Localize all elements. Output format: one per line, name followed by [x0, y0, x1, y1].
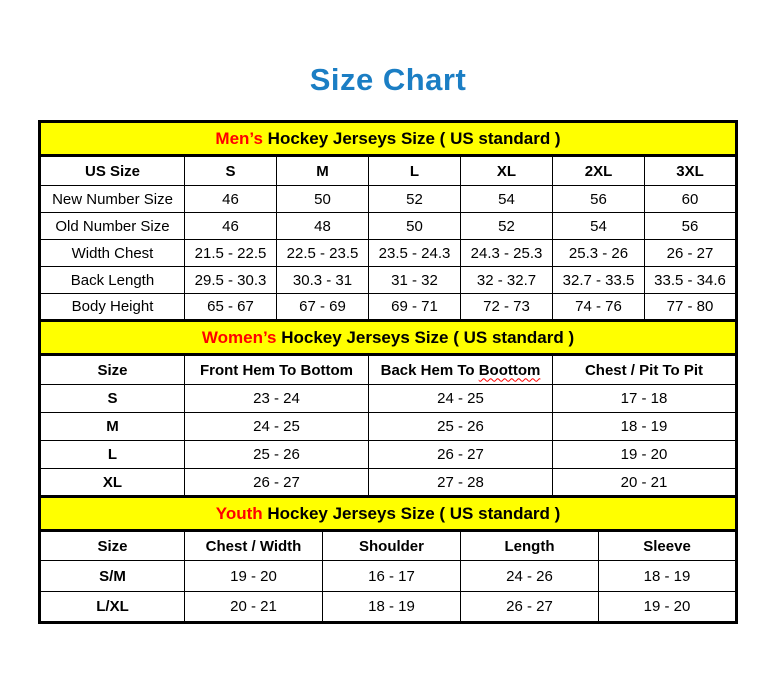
cell: 24.3 - 25.3 [461, 240, 553, 267]
cell: 22.5 - 23.5 [277, 240, 369, 267]
cell: 19 - 20 [185, 561, 323, 592]
womens-header-row [40, 355, 737, 385]
cell: 18 - 19 [599, 561, 737, 592]
row-label: New Number Size [40, 186, 185, 213]
table-row [40, 441, 737, 469]
cell: 56 [553, 186, 645, 213]
cell: 20 - 21 [185, 592, 323, 623]
table-row [40, 267, 737, 294]
cell: 26 - 27 [185, 469, 369, 497]
table-row [40, 385, 737, 413]
mens-section-title-rest: Hockey Jerseys Size ( US standard ) [262, 128, 561, 148]
table-row [40, 213, 737, 240]
cell: 74 - 76 [553, 294, 645, 321]
column-header: 3XL [645, 156, 737, 186]
cell: 25 - 26 [369, 413, 553, 441]
youth-section-highlight: Youth [215, 503, 263, 523]
row-label: L/XL [40, 592, 185, 623]
cell: 69 - 71 [369, 294, 461, 321]
cell: 26 - 27 [645, 240, 737, 267]
cell: 25 - 26 [185, 441, 369, 469]
cell: 32.7 - 33.5 [553, 267, 645, 294]
cell: 20 - 21 [553, 469, 737, 497]
youth-section-title-rest: Hockey Jerseys Size ( US standard ) [262, 503, 561, 523]
cell: 26 - 27 [369, 441, 553, 469]
row-label: M [40, 413, 185, 441]
youth-size-table [38, 495, 738, 624]
womens-section-highlight: Women’s [201, 327, 277, 347]
mens-header-row [40, 156, 737, 186]
row-label: XL [40, 469, 185, 497]
cell: 60 [645, 186, 737, 213]
column-header: S [185, 156, 277, 186]
cell: 65 - 67 [185, 294, 277, 321]
row-label: Width Chest [40, 240, 185, 267]
cell: 30.3 - 31 [277, 267, 369, 294]
table-row [40, 413, 737, 441]
column-header: Size [40, 531, 185, 561]
column-header [369, 355, 553, 385]
column-header: Shoulder [323, 531, 461, 561]
row-label: L [40, 441, 185, 469]
womens-size-table [38, 319, 738, 498]
cell: 24 - 25 [185, 413, 369, 441]
cell: 18 - 19 [323, 592, 461, 623]
column-header: Chest / Pit To Pit [553, 355, 737, 385]
column-header: Chest / Width [185, 531, 323, 561]
mens-size-table [38, 120, 738, 322]
column-header: Length [461, 531, 599, 561]
column-header: 2XL [553, 156, 645, 186]
table-row [40, 186, 737, 213]
cell: 46 [185, 186, 277, 213]
size-chart-tables [38, 120, 738, 624]
cell: 23.5 - 24.3 [369, 240, 461, 267]
cell: 50 [277, 186, 369, 213]
youth-section-band [40, 497, 737, 531]
column-header: Size [40, 355, 185, 385]
column-header: L [369, 156, 461, 186]
cell: 54 [553, 213, 645, 240]
cell: 17 - 18 [553, 385, 737, 413]
cell: 31 - 32 [369, 267, 461, 294]
cell: 25.3 - 26 [553, 240, 645, 267]
row-label: Back Length [40, 267, 185, 294]
table-row [40, 240, 737, 267]
table-row [40, 469, 737, 497]
cell: 48 [277, 213, 369, 240]
cell: 54 [461, 186, 553, 213]
column-header-text: Back Hem To [380, 361, 479, 379]
cell: 72 - 73 [461, 294, 553, 321]
cell: 50 [369, 213, 461, 240]
table-row [40, 561, 737, 592]
cell: 23 - 24 [185, 385, 369, 413]
cell: 33.5 - 34.6 [645, 267, 737, 294]
cell: 26 - 27 [461, 592, 599, 623]
column-header: US Size [40, 156, 185, 186]
cell: 29.5 - 30.3 [185, 267, 277, 294]
cell: 21.5 - 22.5 [185, 240, 277, 267]
cell: 19 - 20 [553, 441, 737, 469]
cell: 24 - 26 [461, 561, 599, 592]
mens-section-title [40, 122, 737, 156]
youth-header-row [40, 531, 737, 561]
table-row [40, 592, 737, 623]
cell: 67 - 69 [277, 294, 369, 321]
mens-section-highlight: Men’s [215, 128, 263, 148]
row-label: S/M [40, 561, 185, 592]
column-header: M [277, 156, 369, 186]
column-header: Sleeve [599, 531, 737, 561]
row-label: Old Number Size [40, 213, 185, 240]
cell: 77 - 80 [645, 294, 737, 321]
cell: 56 [645, 213, 737, 240]
cell: 16 - 17 [323, 561, 461, 592]
womens-section-band [40, 321, 737, 355]
misspelled-word: Boottom [478, 361, 541, 379]
cell: 52 [461, 213, 553, 240]
row-label: Body Height [40, 294, 185, 321]
cell: 52 [369, 186, 461, 213]
cell: 46 [185, 213, 277, 240]
row-label: S [40, 385, 185, 413]
cell: 18 - 19 [553, 413, 737, 441]
column-header: XL [461, 156, 553, 186]
mens-section-band [40, 122, 737, 156]
cell: 19 - 20 [599, 592, 737, 623]
womens-section-title [40, 321, 737, 355]
page-title: Size Chart [309, 62, 467, 97]
womens-section-title-rest: Hockey Jerseys Size ( US standard ) [276, 327, 575, 347]
table-row [40, 294, 737, 321]
cell: 27 - 28 [369, 469, 553, 497]
youth-section-title [40, 497, 737, 531]
cell: 32 - 32.7 [461, 267, 553, 294]
column-header: Front Hem To Bottom [185, 355, 369, 385]
cell: 24 - 25 [369, 385, 553, 413]
